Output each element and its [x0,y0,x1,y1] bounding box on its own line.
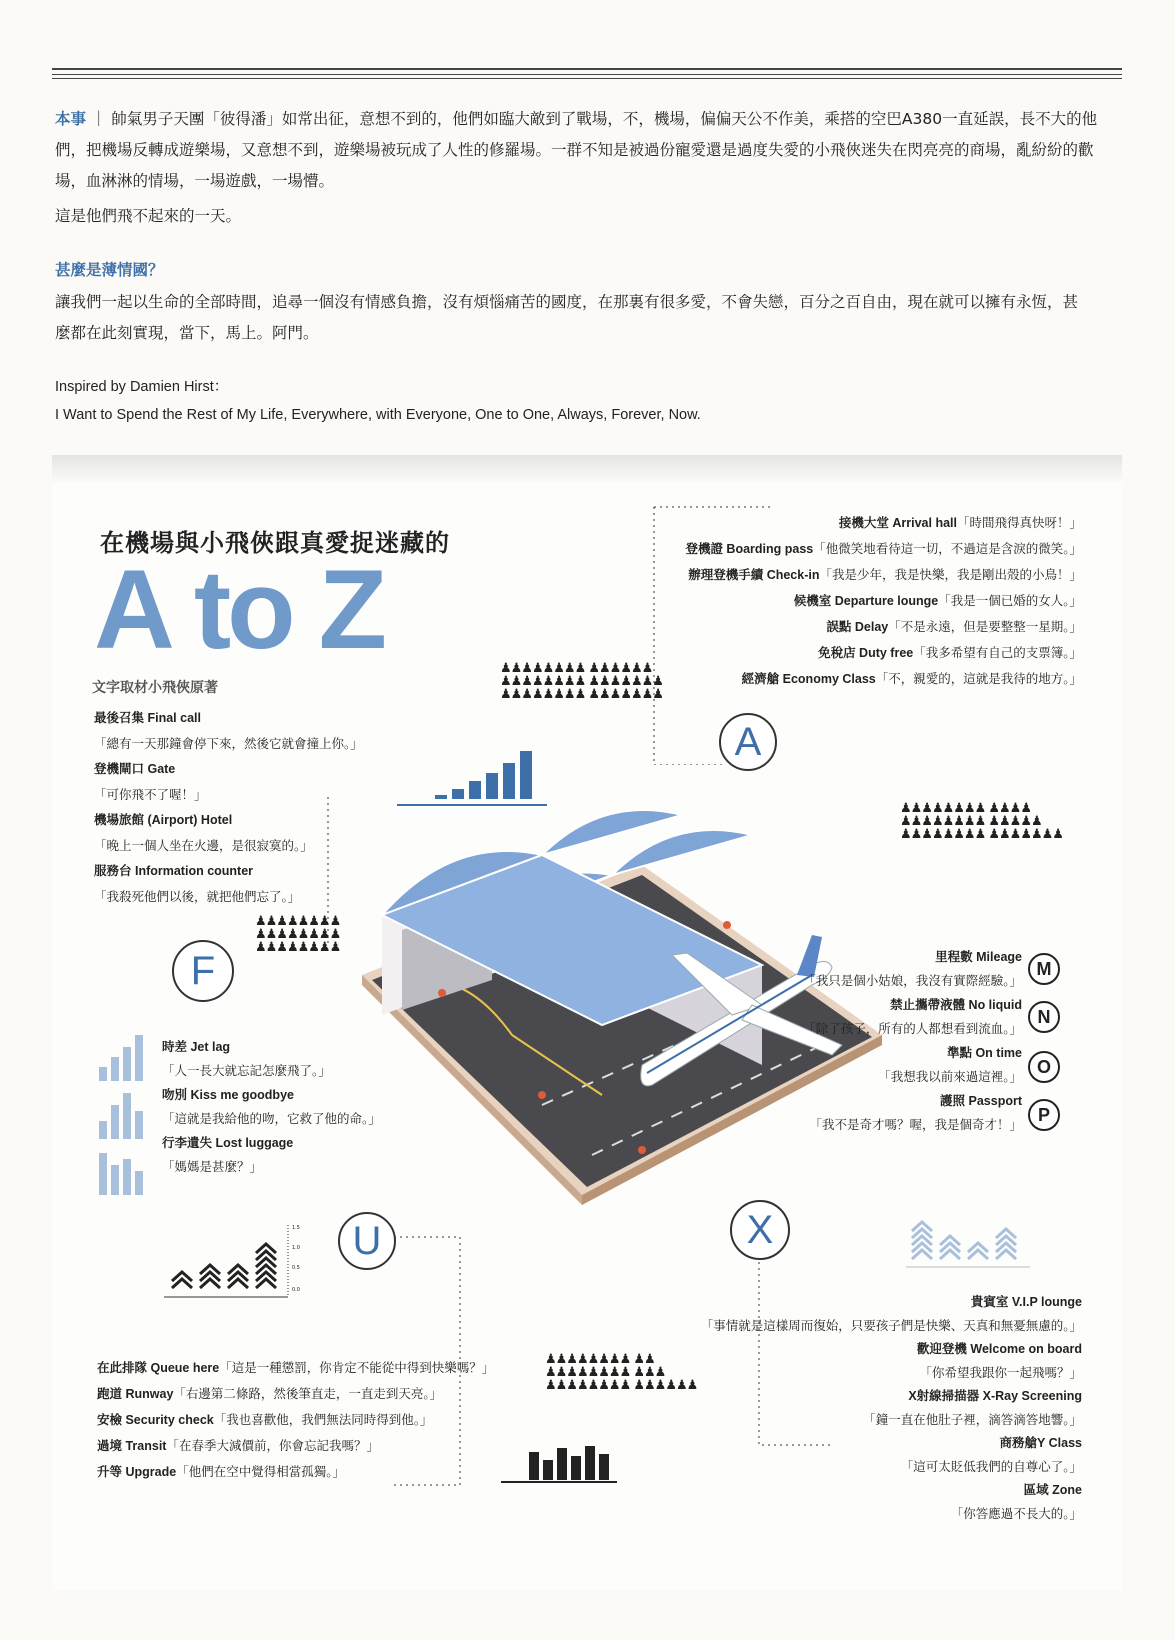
groupF-entry [94,756,424,807]
entry-term: 時差 Jet lag [162,1040,231,1054]
entry-quote: 「這是一種懲罰，你肯定不能從中得到快樂嗎？」 [219,1360,495,1375]
story-paragraph-2: 這是他們飛不起來的一天。 [55,207,242,225]
entry-term: 跑道 Runway [97,1387,174,1401]
groupJ-entry [162,1083,492,1131]
entry-term: 登機閘口 Gate [94,762,176,776]
infographic-panel [52,455,1122,1590]
story-paragraph-1: 本事 ｜ 帥氣男子天團「彼得潘」如常出征，意想不到的，他們如臨大敵到了戰場，不，機場，偏偏天公不作美，乘搭的空巴A380一直延誤，長不大的他們，把機場反轉成遊樂場，又意想不到，遊樂場被玩成了人性的修羅場。一群不知是被過份寵愛還是過度失愛的小飛俠迷失在閃亮亮的商場，亂紛紛的歡場，血淋淋的情場，一場遊戲，一場懵。 [55,110,1098,190]
entry-quote: 「你希望我跟你一起飛嗎？」 [919,1365,1082,1380]
chevron-chart-left [162,1223,292,1303]
people-pictogram-4: ♟♟♟♟♟♟♟♟ ♟♟ ♟♟♟♟♟♟♟♟ ♟♟♟ ♟♟♟♟♟♟♟♟ ♟♟♟♟♟♟ [545,1352,698,1393]
entry-term: 區域 Zone [1023,1483,1082,1497]
bar-chart-decoration-2 [499,1442,619,1487]
groupV-entry [562,1337,1082,1384]
entry-quote: 「人一長大就忘記怎麼飛了。」 [162,1063,331,1078]
axis-tick-1: 1.5 [292,1225,300,1231]
entry-quote: 「我也喜歡他，我們無法同時得到他。」 [213,1412,433,1427]
groupA-entry [562,562,1082,588]
mini-bars-jetlag [97,1033,157,1083]
story-paragraph-3: 讓我們一起以生命的全部時間，追尋一個沒有情感負擔，沒有煩惱痛苦的國度，在那裏有很多愛，不會失戀，百分之百自由，現在就可以擁有永恆，甚麼都在此刻實現，當下，馬上。阿門。 [55,293,1079,342]
entry-term: 服務台 Information counter [94,864,254,878]
inspired-line: Inspired by Damien Hirst： [55,379,229,395]
entry-term: 登機證 Boarding pass [685,542,814,556]
groupV-entry [562,1290,1082,1337]
groupJ-entry [162,1035,492,1083]
entry-quote: 「時間飛得真快呀！」 [956,515,1082,530]
entry-term: 升等 Upgrade [97,1465,177,1479]
group-j-list [162,1035,492,1179]
entry-term: 行李遺失 Lost luggage [162,1136,294,1150]
mini-bars-luggage [97,1147,157,1197]
entry-quote: 「總有一天那鐘會停下來，然後它就會撞上你。」 [94,736,363,751]
entry-term: 候機室 Departure lounge [793,594,939,608]
entry-quote: 「除了孩子，所有的人都想看到流血。」 [803,1021,1022,1036]
groupV-entry [562,1478,1082,1525]
entry-term: 吻別 Kiss me goodbye [162,1088,294,1102]
axis-tick-2: 1.0 [292,1245,300,1251]
groupF-entry [94,705,424,756]
entry-quote: 「你答應過不長大的。」 [950,1506,1082,1521]
entry-quote: 「他微笑地看待這一切，不過這是含淚的微笑。」 [813,541,1082,556]
groupU-entry [97,1381,567,1407]
entry-quote: 「可你飛不了喔！」 [94,787,207,802]
chevron-chart-right [904,1197,1034,1272]
letter-n-badge: N [1028,1001,1060,1033]
entry-quote: 「在春季大減價前，你會忘記我嗎？」 [166,1438,379,1453]
entry-term: 誤點 Delay [826,620,889,634]
groupA-entry [562,588,1082,614]
entry-term: 過境 Transit [97,1439,167,1453]
entry-quote: 「他們在空中覺得相當孤獨。」 [176,1464,345,1479]
entry-quote: 「我只是個小姑娘，我沒有實際經驗。」 [803,973,1022,988]
groupJ-entry [162,1131,492,1179]
entry-term: 護照 Passport [940,1094,1022,1108]
groupM-entry [662,1041,1022,1089]
axis-tick-3: 0.5 [292,1265,300,1271]
entry-term: X射線掃描器 X-Ray Screening [908,1389,1082,1403]
entry-quote: 「不是永遠，但是要整整一星期。」 [888,619,1082,634]
entry-quote: 「媽媽是甚麼？」 [162,1159,263,1174]
groupU-entry [97,1355,567,1381]
story-label: 本事 [55,110,87,128]
top-rule-2 [52,74,1122,75]
entry-term: 歡迎登機 Welcome on board [916,1342,1082,1356]
letter-f-badge: F [172,940,234,1002]
entry-term: 接機大堂 Arrival hall [838,516,957,530]
panel-top-band [52,455,1122,485]
credit-line: 文字取材小飛俠原著 [92,680,218,696]
work-title: I Want to Spend the Rest of My Life, Everywhere, with Everyone, One to One, Always, Forever, Now. [55,407,701,423]
a-to-z-heading: A to Z [94,547,384,672]
entry-quote: 「這可太貶低我們的自尊心了。」 [900,1459,1082,1474]
group-m-list [662,945,1022,1137]
groupM-entry [662,945,1022,993]
entry-term: 里程數 Mileage [935,950,1022,964]
entry-quote: 「我是少年，我是快樂，我是剛出殼的小鳥！」 [819,567,1082,582]
entry-term: 禁止攜帶液體 No liquid [890,998,1022,1012]
people-pictogram-1: ♟♟♟♟♟♟♟♟ ♟♟♟♟♟♟ ♟♟♟♟♟♟♟♟ ♟♟♟♟♟♟♟ ♟♟♟♟♟♟♟♟ ♟♟♟♟♟♟♟ [500,661,663,702]
entry-term: 經濟艙 Economy Class [741,672,876,686]
entry-term: 在此排隊 Queue here [97,1361,220,1375]
letter-m-badge: M [1028,953,1060,985]
group-v-list [562,1290,1082,1525]
mini-bars-kiss [97,1091,157,1141]
people-pictogram-2: ♟♟♟♟♟♟♟♟ ♟♟♟♟ ♟♟♟♟♟♟♟♟ ♟♟♟♟♟ ♟♟♟♟♟♟♟♟ ♟♟♟♟♟♟♟ [900,801,1063,842]
top-rule-3 [52,78,1122,79]
entry-quote: 「鐘一直在他肚子裡，滴答滴答地響。」 [863,1412,1082,1427]
groupV-entry [562,1431,1082,1478]
entry-term: 辦理登機手續 Check-in [688,568,820,582]
entry-term: 商務艙Y Class [999,1436,1082,1450]
groupM-entry [662,1089,1022,1137]
entry-quote: 「我殺死他們以後，就把他們忘了。」 [94,889,301,904]
letter-u-badge: U [338,1212,396,1270]
entry-term: 準點 On time [946,1046,1022,1060]
entry-term: 最後召集 Final call [94,711,201,725]
letter-o-badge: O [1028,1051,1060,1083]
entry-quote: 「我多希望有自己的支票簿。」 [913,645,1082,660]
entry-quote: 「右邊第二條路，然後筆直走，一直走到天亮。」 [173,1386,443,1401]
groupV-entry [562,1384,1082,1431]
groupU-entry [97,1433,567,1459]
entry-term: 安檢 Security check [97,1413,214,1427]
entry-quote: 「我是一個已婚的女人。」 [938,593,1082,608]
entry-quote: 「事情就是這樣周而復始，只要孩子們是快樂、天真和無憂無慮的。」 [700,1318,1082,1333]
letter-x-badge: X [730,1200,790,1260]
infographic-title: 在機場與小飛俠跟真愛捉迷藏的 [100,529,450,557]
groupA-entry [562,614,1082,640]
groupA-entry [562,536,1082,562]
axis-tick-4: 0.0 [292,1287,300,1293]
letter-a-badge: A [719,713,777,771]
entry-term: 機場旅館 (Airport) Hotel [94,813,233,827]
entry-quote: 「我不是奇才嗎？喔，我是個奇才！」 [809,1117,1022,1132]
entry-quote: 「晚上一個人坐在火邊，是很寂寞的。」 [94,838,313,853]
story-body: 帥氣男子天團「彼得潘」如常出征，意想不到的，他們如臨大敵到了戰場，不，機場，偏偏天公不作美，乘搭的空巴A380一直延誤，長不大的他們，把機場反轉成遊樂場，又意想不到，遊樂場被玩成了人性的修羅場。一群不知是被過份寵愛還是過度失愛的小飛俠迷失在閃亮亮的商場，亂紛紛的歡場，血淋淋的情場，一場遊戲，一場懵。 [55,110,1098,190]
group-u-list [97,1355,567,1485]
groupM-entry [662,993,1022,1041]
groupU-entry [97,1459,567,1485]
groupA-entry [562,510,1082,536]
people-pictogram-3: ♟♟♟♟♟♟♟♟ ♟♟♟♟♟♟♟♟ ♟♟♟♟♟♟♟♟ [255,914,341,955]
section-heading: 甚麼是薄情國？ [55,261,164,279]
letter-p-badge: P [1028,1099,1060,1131]
entry-term: 免稅店 Duty free [818,646,914,660]
entry-quote: 「不，親愛的，這就是我待的地方。」 [875,671,1082,686]
entry-term: 貴賓室 V.I.P lounge [970,1295,1082,1309]
entry-quote: 「這就是我給他的吻，它救了他的命。」 [162,1111,381,1126]
groupU-entry [97,1407,567,1433]
top-rule-1 [52,68,1122,70]
entry-quote: 「我想我以前來過這裡。」 [878,1069,1022,1084]
